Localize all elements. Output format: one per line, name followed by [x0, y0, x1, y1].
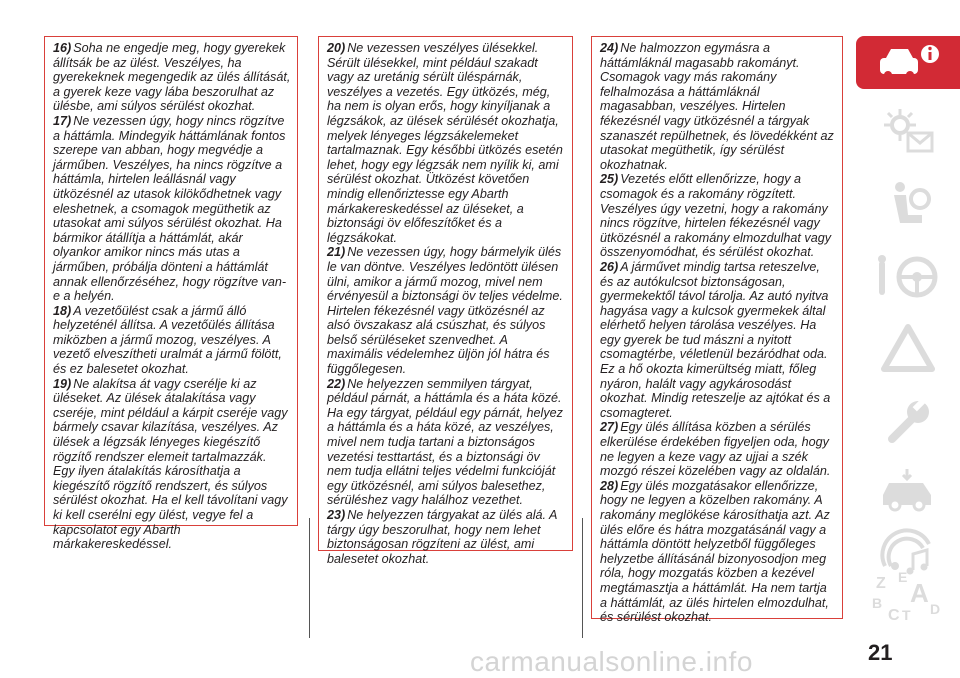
note-number: 26): [600, 259, 619, 274]
index-letters-icon: [868, 568, 948, 624]
tab-warning-triangle[interactable]: [856, 320, 960, 376]
note-text: Ne alakítsa át vagy cserélje ki az üléseket. Az ülések átalakítása vagy cseréje, mint például a kárpit cseréje vagy bármely csavar kilazítása, veszélyes. Az ülések a légzsák lényeges kiegészítő rögzítő rendszer elemeit tartalmazzák. Egy ilyen átalakítás károsíthatja a kiegészítő rögzítő rendszert, és súlyos sérülést okozhat. Ha el kell távolítani vagy ki kell cserélni egy ülést, vegye fel a kapcsolatot egy Abarth márkakereskedéssel.: [53, 376, 288, 552]
svg-text:B: B: [872, 595, 883, 611]
note-text: Egy ülés állítása közben a sérülés elkerülése érdekében figyeljen oda, hogy ne legyen a keze vagy az ujjai a szék mozgó részei közelében vagy az oldalán.: [600, 420, 831, 479]
svg-text:A: A: [910, 578, 929, 608]
note-19: [53, 377, 291, 552]
note-number: 16): [53, 41, 72, 55]
note-text: Ne helyezzen semmilyen tárgyat, például párnát, a háttámla és a háta közé. Ha egy tárgyat, például egy párnát, helyez a háttámla és a háta közé, az veszélyes, mivel nem tudja tartani a biztonságos vezetési testtartást, és a biztonsági öv nem tudja ellátni teljes védelmi funkcióját egy ütközésnél, ami súlyos balesethez, sérüléshez vagy halálhoz vezethet.: [327, 376, 563, 508]
note-16: [53, 41, 291, 114]
note-number: 17): [53, 113, 72, 128]
note-text: Egy ülés mozgatásakor ellenőrizze, hogy ne legyen a közelben rakomány. A rakomány meglökése károsíthatja azt. Az ülés előre és hátra mozgatásánál vagy a háttámla döntött helyzetből függőleges helyzetbe állításánál bizonyosodjon meg róla, hogy mozgatás közben a kezével megtámasztja a háttámlát. Ha nem tartja a háttámlát, az ülés hirtelen elmozdulhat, és sérülést okozhat.: [600, 478, 830, 625]
warning-notes-column-1: [44, 36, 298, 552]
note-23: [327, 508, 566, 566]
note-number: 23): [327, 508, 346, 522]
note-text: A járművet mindig tartsa reteszelve, és az autókulcsot biztonságosan, gyermekektől távol tárolja. Az autó nyitva hagyása vagy a kulcsok gyermekek által elérhető helyen tárolása veszélyes. Ha egy gyerek be tud mászni a nyitott csomagtérbe, véletlenül bezáródhat oda. Ez a hő okozta kimerültség miatt, főleg nyáron, halált vagy agykárosodást okozhat. Mindig reteszelje az ajtókat és a csomagteret.: [600, 259, 831, 420]
page-number: 21: [868, 640, 893, 665]
warning-notes-column-2: [318, 36, 573, 566]
note-20: [327, 41, 566, 245]
note-number: 20): [327, 41, 346, 55]
note-number: 27): [600, 420, 619, 435]
note-25: [600, 172, 836, 260]
note-number: 28): [600, 478, 619, 493]
note-17: [53, 114, 291, 304]
note-number: 24): [600, 41, 619, 55]
note-number: 19): [53, 376, 72, 391]
dashboard-lights-icon: [878, 107, 938, 157]
car-spec-icon: [873, 465, 943, 515]
svg-text:Z: Z: [876, 575, 886, 592]
note-number: 25): [600, 172, 619, 187]
tab-steering-wheel[interactable]: [856, 248, 960, 304]
airbag-seat-icon: [878, 179, 938, 229]
car-info-icon: [856, 36, 960, 89]
note-27: [600, 420, 836, 478]
wrench-icon: [878, 397, 938, 447]
note-text: Vezetés előtt ellenőrizze, hogy a csomagok és a rakomány rögzített. Veszélyes úgy vezetni, hogy a rakomány nincs rögzítve, hirtelen fékezésnél vagy ütközésnél a rakomány elmozdulhat vagy összenyomódhat, és sérülést okozhat.: [600, 172, 832, 260]
note-number: 21): [327, 245, 346, 260]
note-24: [600, 41, 836, 172]
tab-car-spec[interactable]: [856, 462, 960, 518]
note-text: Ne vezessen úgy, hogy nincs rögzítve a háttámla. Mindegyik háttámlának fontos szerepe van abban, hogy megvédje a járműben. Veszélyes, ha nincs rögzítve a háttámla, hirtelen leállásnál vagy ütközésnél az utasok kilökődhetnek vagy eleshetnek, a csomagok megüthetik az utasokat ami súlyos sérülést okozhat. Ha bármikor átállítja a háttámlát, akár olyankor amikor nincs más utas a járműben, próbálja dönteni a háttámlát annak ellenőrzéséhez, hogy rögzítve van-e a helyén.: [53, 113, 287, 304]
note-21: [327, 245, 566, 376]
note-18: [53, 304, 291, 377]
steering-wheel-icon: [873, 251, 943, 301]
note-text: Ne vezessen veszélyes ülésekkel. Sérült ülésekkel, mint például szakadt vagy az uretánig sérült üléspárnák, veszélyes a vezetés. Egy ütközés, még, ha nem is olyan erős, hogy kinyíljanak a légzsákok, az ülések sérülését okozhatja, melyek lényeges légzsákelemeket tartalmaznak. Egy későbbi ütközés esetén lehet, hogy egy légzsák nem nyílik ki, ami sérülést okozhat. Ütközést követően mindig ellenőriztesse egy Abarth márkakereskedéssel az üléseket, a biztonsági öv előfeszítőket és a légzsákokat.: [327, 41, 563, 245]
tab-dashboard-lights[interactable]: [856, 104, 960, 160]
warning-notes-column-3: [591, 36, 843, 625]
note-26: [600, 260, 836, 421]
note-22: [327, 377, 566, 508]
watermark: carmanualsonline.info: [470, 646, 753, 677]
tab-airbag-seat[interactable]: [856, 176, 960, 232]
note-text: Ne helyezzen tárgyakat az ülés alá. A tárgy úgy beszorulhat, hogy nem lehet biztonságosan rögzíteni az ülést, ami balesetet okozhat.: [327, 508, 557, 566]
note-text: A vezetőülést csak a jármű álló helyzeténél állítsa. A vezetőülés állítása miközben a jármű mozog, veszélyes. A vezető elveszítheti uralmát a jármű fölött, és ez balesetet okozhat.: [53, 303, 282, 377]
note-text: Ne halmozzon egymásra a háttámláknál magasabb rakományt. Csomagok vagy más rakomány felhalmozása a háttámláknál magasabban, veszélyes. Hirtelen fékezésnél vagy ütközésnél a tárgyak szanaszét repülhetnek, és lövedékként az utasokat megüthetik, így sérülést okozhatnak.: [600, 41, 834, 172]
column-divider: [309, 518, 310, 638]
svg-text:E: E: [898, 569, 908, 585]
note-28: [600, 479, 836, 625]
column-divider: [582, 518, 583, 638]
tab-car-info[interactable]: [856, 36, 960, 89]
note-number: 22): [327, 376, 346, 391]
note-text: Ne vezessen úgy, hogy bármelyik ülés le van döntve. Veszélyes ledöntött ülésen ülni, amikor a jármű mozog, mivel nem érvényesül a biztonsági öv teljes védelme. Hirtelen fékezésnél vagy ütközésnél az alsó övszakasz alá csúszhat, és súlyos belső sérüléseket szenvedhet. A maximális védelemhez üljön jól hátra és függőlegesen.: [327, 245, 563, 377]
note-number: 18): [53, 303, 72, 318]
svg-text:C: C: [888, 607, 900, 624]
warning-triangle-icon: [878, 323, 938, 373]
svg-text:D: D: [930, 601, 941, 617]
tab-wrench[interactable]: [856, 394, 960, 450]
note-text: Soha ne engedje meg, hogy gyerekek állítsák be az ülést. Veszélyes, ha gyerekeknek megengedik az ülés állítását, a gyerek keze vagy lába beszorulhat az ülésbe, ami súlyos sérülést okozhat.: [53, 41, 291, 114]
tab-index[interactable]: [856, 566, 960, 626]
svg-text:T: T: [902, 607, 911, 623]
